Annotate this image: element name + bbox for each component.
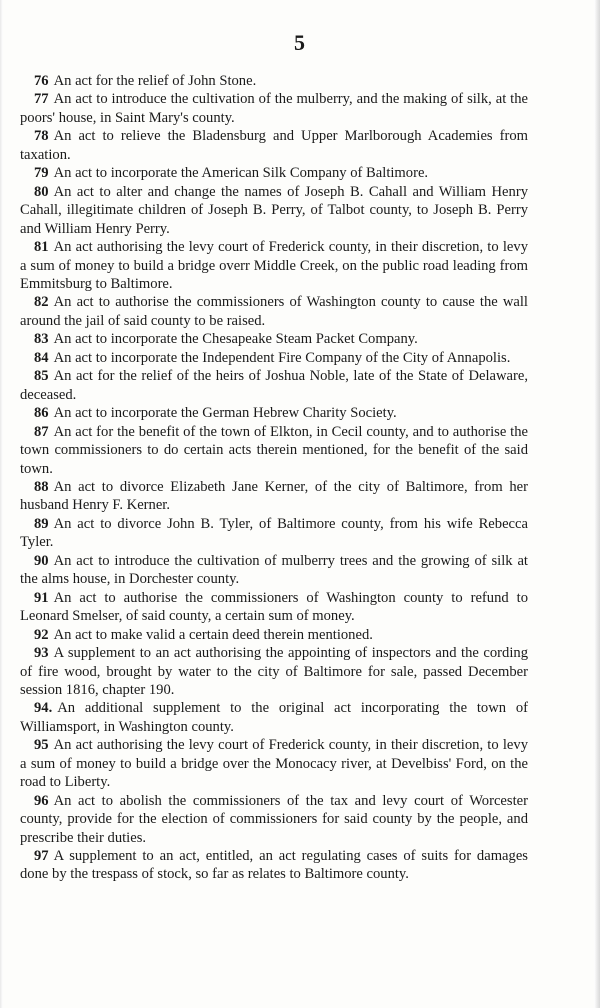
act-entry [20,330,528,348]
act-entry [20,127,528,164]
act-number: 79 [34,165,49,182]
acts-list [20,72,528,884]
act-text: An act to introduce the cultivation of mulberry trees and the growing of silk at the alms house, in Dorchester county. [20,552,528,588]
act-entry [20,423,528,478]
act-text: An act for the relief of John Stone. [53,73,257,89]
act-number: 90 [34,552,49,569]
page-edge-left [0,0,3,1008]
act-text: An act to incorporate the American Silk Company of Baltimore. [53,165,429,182]
act-number: 87 [34,423,49,440]
act-entry [20,164,528,182]
act-entry [20,589,528,626]
act-entry [20,699,528,736]
act-entry [20,552,528,589]
act-text: An act to relieve the Bladensburg and Upper Marlborough Academies from taxation. [20,128,528,163]
act-number: 85 [34,368,49,385]
act-text: An act to divorce John B. Tyler, of Baltimore county, from his wife Rebecca Tyler. [20,515,528,551]
act-text: A supplement to an act, entitled, an act regulating cases of suits for damages done by the trespass of stock, so far as relates to Baltimore county. [20,848,528,883]
act-entry [20,238,528,293]
act-entry [20,349,528,367]
act-text: An act authorising the levy court of Frederick county, in their discretion, to levy a sum of money to build a bridge over the Monocacy river, at Develbiss' Ford, on the road to Liberty. [20,737,528,791]
act-text: An additional supplement to the original act incorporating the town of Williamsport, in Washington county. [20,700,528,735]
page-edge-right [594,0,600,1008]
act-entry [20,478,528,515]
act-entry [20,183,528,238]
act-text: An act to make valid a certain deed therein mentioned. [53,626,373,643]
act-number: 92 [34,626,49,643]
act-number: 94. [34,700,53,717]
act-text: An act authorising the levy court of Frederick county, in their discretion, to levy a sum of money to build a bridge overr Middle Creek, on the public road leading from Emmitsburg to Baltimore. [20,239,528,292]
act-number: 89 [34,515,49,532]
act-entry [20,626,528,644]
act-number: 91 [34,589,49,606]
act-number: 95 [34,737,49,754]
act-entry [20,72,528,90]
act-entry [20,736,528,791]
act-text: An act to alter and change the names of Joseph B. Cahall and William Henry Cahall, illegitimate children of Joseph B. Perry, of Talbot county, to Joseph B. Perry and William Henry Perry. [20,183,528,237]
page-number: 5 [294,30,306,55]
act-text: A supplement to an act authorising the appointing of inspectors and the cording of fire wood, brought by water to the city of Baltimore for sale, passed December session 1816, chapter 190. [20,645,528,698]
act-number: 88 [34,478,49,495]
act-number: 81 [34,239,49,256]
act-text: An act for the benefit of the town of Elkton, in Cecil county, and to authorise the town commissioners to do certain acts therein mentioned, for the benefit of the said town. [20,423,528,477]
act-entry [20,644,528,699]
act-number: 82 [34,294,49,311]
act-number: 97 [34,848,49,865]
act-text: An act to authorise the commissioners of Washington county to cause the wall around the jail of said county to be raised. [20,294,528,329]
act-entry [20,404,528,422]
act-text: An act for the relief of the heirs of Joshua Noble, late of the State of Delaware, deceased. [20,368,528,403]
act-entry [20,293,528,330]
act-number: 84 [34,349,49,366]
act-entry [20,367,528,404]
act-entry [20,847,528,884]
act-number: 77 [34,91,49,108]
act-entry [20,515,528,552]
act-entry [20,90,528,127]
act-text: An act to incorporate the Independent Fire Company of the City of Annapolis. [53,349,511,366]
act-entry [20,792,528,847]
act-text: An act to abolish the commissioners of the tax and levy court of Worcester county, provide for the election of commissioners for said county by the people, and prescribe their duties. [20,792,528,846]
act-text: An act to authorise the commissioners of Washington county to refund to Leonard Smelser, of said county, a certain sum of money. [20,589,528,625]
act-number: 93 [34,645,49,662]
act-text: An act to divorce Elizabeth Jane Kerner, of the city of Baltimore, from her husband Henry F. Kerner. [20,478,528,514]
act-number: 76 [34,73,49,89]
act-number: 78 [34,128,49,145]
act-text: An act to incorporate the Chesapeake Steam Packet Company. [53,331,418,348]
act-text: An act to introduce the cultivation of the mulberry, and the making of silk, at the poors' house, in Saint Mary's county. [20,91,528,126]
act-text: An act to incorporate the German Hebrew Charity Society. [53,405,397,422]
act-number: 86 [34,405,49,422]
act-number: 80 [34,183,49,200]
act-number: 96 [34,792,49,809]
act-number: 83 [34,331,49,348]
